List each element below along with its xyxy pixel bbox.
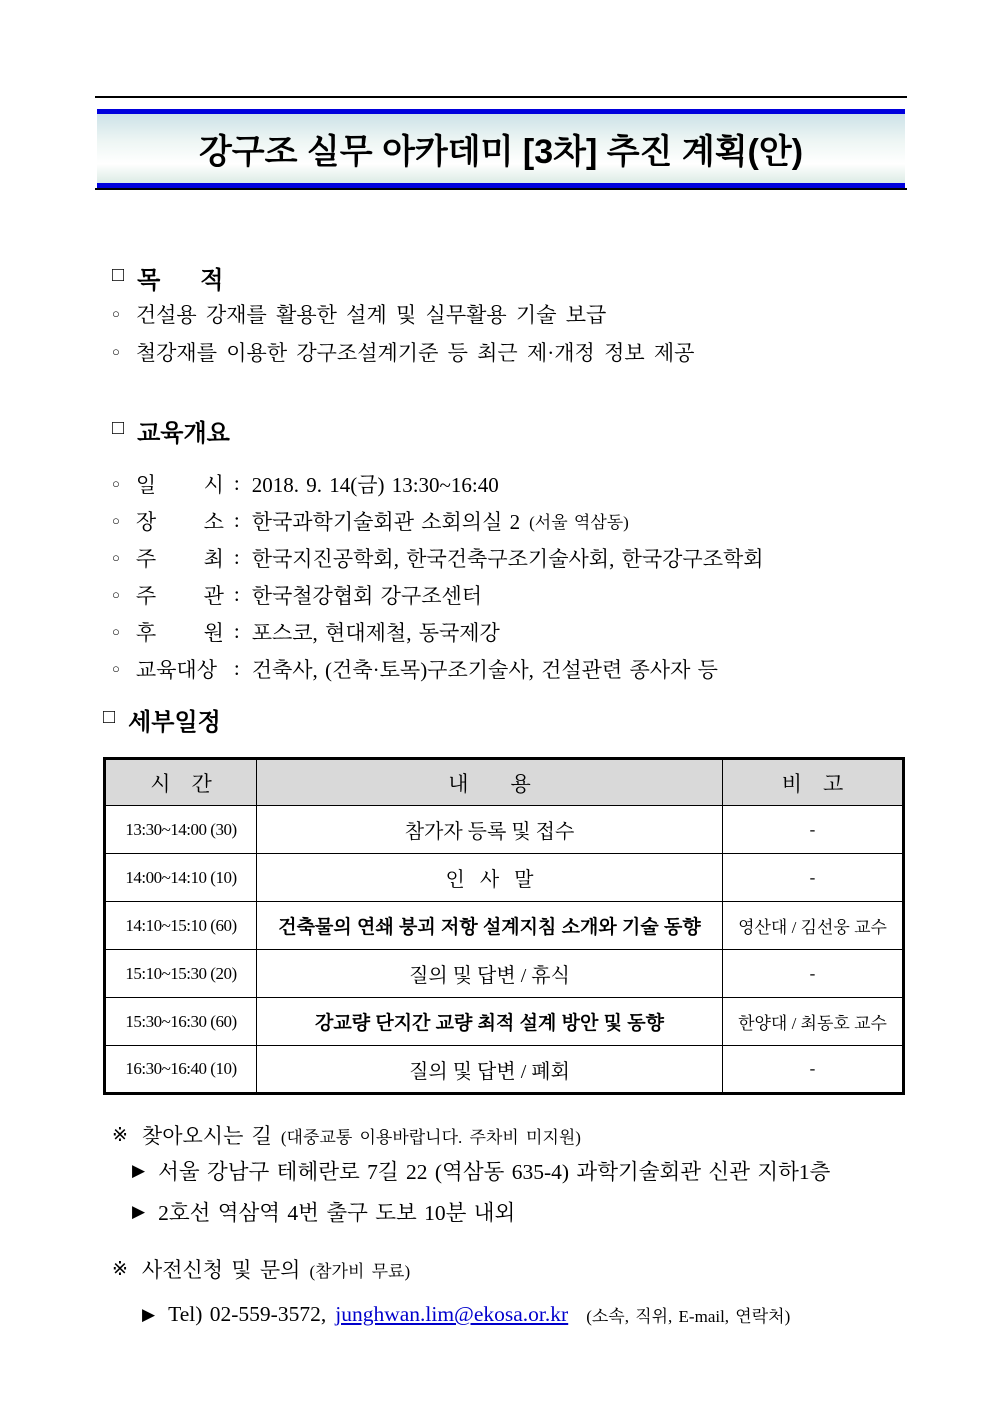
directions-subway [132,1191,932,1232]
schedule-header-note: 비 고 [723,759,904,806]
schedule-content: 강교량 단지간 교량 최적 설계 방안 및 동향 [257,998,723,1046]
purpose-item [112,333,912,371]
reference-mark-icon: ※ [112,1124,128,1146]
circle-bullet-icon: ○ [112,475,120,491]
schedule-heading [103,702,903,737]
directions-title-note: (대중교통 이용바랍니다. 주차비 미지원) [280,1127,581,1147]
overview-item-note: (서울 역삼동) [529,513,629,532]
overview-item-label: 주 관 [135,583,224,608]
overview-item-sponsors [112,613,912,650]
circle-bullet-icon: ○ [112,344,120,359]
circle-bullet-icon: ○ [112,306,120,321]
table-row [105,998,904,1046]
purpose-item-text: 건설용 강재를 활용한 설계 및 실무활용 기술 보급 [135,303,607,327]
schedule-note: - [723,806,904,854]
table-row [105,950,904,998]
schedule-header-row [105,759,904,806]
directions-address [132,1150,932,1191]
schedule-content: 건축물의 연쇄 붕괴 저항 설계지침 소개와 기술 동향 [257,902,723,950]
overview-item-organizer [112,576,912,613]
registration-title: 사전신청 및 문의 [141,1258,301,1282]
label-colon: : [233,582,240,606]
overview-item-label: 일 시 [135,472,224,497]
overview-item-value: 한국철강협회 강구조센터 [251,583,483,608]
circle-bullet-icon: ○ [112,623,120,639]
overview-item-datetime [112,465,912,502]
overview-item-value: 한국지진공학회, 한국건축구조기술사회, 한국강구조학회 [251,546,764,571]
schedule-note: 영산대 / 김선웅 교수 [723,902,904,950]
purpose-item [112,295,912,333]
overview-item-label: 교육대상 [135,657,218,682]
square-bullet-icon: □ [112,417,125,439]
table-row [105,902,904,950]
schedule-note: 한양대 / 최동호 교수 [723,998,904,1046]
overview-item-audience [112,650,912,687]
directions-title: 찾아오시는 길 [141,1124,272,1148]
banner-bottom-rule [95,188,907,190]
schedule-content: 참가자 등록 및 접수 [257,806,723,854]
registration-contact [142,1294,932,1335]
purpose-heading-text: 목 적 [137,267,224,294]
reference-mark-icon: ※ [112,1258,128,1280]
square-bullet-icon: □ [103,706,116,728]
schedule-time: 15:10~15:30 (20) [105,950,257,998]
schedule-time: 14:10~15:10 (60) [105,902,257,950]
square-bullet-icon: □ [112,264,125,286]
schedule-note: - [723,854,904,902]
schedule-time: 15:30~16:30 (60) [105,998,257,1046]
section-directions [112,1120,932,1232]
schedule-note: - [723,950,904,998]
schedule-header-content: 내 용 [257,759,723,806]
schedule-header-time: 시 간 [105,759,257,806]
contact-email-note: (소속, 직위, E-mail, 연락처) [586,1307,791,1326]
table-row [105,854,904,902]
top-rule [95,96,907,98]
table-row [105,806,904,854]
overview-item-value: 한국과학기술회관 소회의실 2 [251,509,521,534]
overview-item-label: 주 최 [135,546,224,571]
registration-title-note: (참가비 무료) [309,1261,411,1281]
schedule-time: 16:30~16:40 (10) [105,1046,257,1094]
circle-bullet-icon: ○ [112,660,120,676]
schedule-note: - [723,1046,904,1094]
overview-item-hosts [112,539,912,576]
schedule-table [103,757,905,1095]
table-row [105,1046,904,1094]
contact-phone: Tel) 02-559-3572, [168,1302,327,1326]
overview-heading-text: 교육개요 [137,420,230,447]
schedule-content: 인 사 말 [257,854,723,902]
overview-item-label: 장 소 [135,509,224,534]
circle-bullet-icon: ○ [112,512,120,528]
directions-address-text: 서울 강남구 테헤란로 7길 22 (역삼동 635-4) 과학기술회관 신관 지하1층 [158,1160,831,1184]
schedule-heading-text: 세부일정 [128,709,221,736]
title-banner [97,109,905,188]
overview-item-venue [112,502,912,539]
section-purpose [112,260,912,371]
overview-item-value: 건축사, (건축·토목)구조기술사, 건설관련 종사자 등 [251,657,718,682]
triangle-bullet-icon: ▶ [142,1304,156,1324]
section-schedule [103,702,903,1095]
label-colon: : [233,471,240,495]
contact-email-link[interactable]: junghwan.lim@ekosa.or.kr [335,1302,569,1326]
overview-item-value: 2018. 9. 14(금) 13:30~16:40 [251,472,499,497]
circle-bullet-icon: ○ [112,549,120,565]
registration-heading [112,1254,932,1284]
label-colon: : [233,508,240,532]
label-colon: : [233,545,240,569]
schedule-time: 13:30~14:00 (30) [105,806,257,854]
schedule-time: 14:00~14:10 (10) [105,854,257,902]
overview-item-label: 후 원 [135,620,224,645]
triangle-bullet-icon: ▶ [132,1160,146,1180]
circle-bullet-icon: ○ [112,586,120,602]
purpose-heading [112,260,912,295]
triangle-bullet-icon: ▶ [132,1201,146,1221]
overview-heading [112,413,912,448]
schedule-content: 질의 및 답변 / 휴식 [257,950,723,998]
label-colon: : [233,619,240,643]
overview-item-value: 포스코, 현대제철, 동국제강 [251,620,500,645]
section-registration [112,1254,932,1335]
section-overview [112,413,912,687]
overview-list [112,465,912,687]
directions-subway-text: 2호선 역삼역 4번 출구 도보 10분 내외 [158,1201,516,1225]
purpose-item-text: 철강재를 이용한 강구조설계기준 등 최근 제·개정 정보 제공 [135,341,695,365]
directions-heading [112,1120,932,1150]
schedule-content: 질의 및 답변 / 폐회 [257,1046,723,1094]
document-title: 강구조 실무 아카데미 [3차] 추진 계획(안) [198,133,804,171]
label-colon: : [233,656,240,680]
